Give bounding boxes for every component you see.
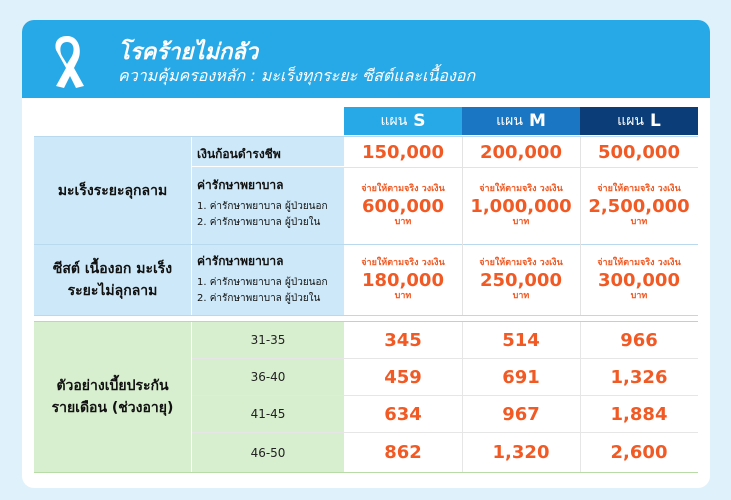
divider xyxy=(192,166,344,167)
divider xyxy=(580,137,581,315)
unit-label: บาท xyxy=(630,217,648,227)
premium-label-line1: ตัวอย่างเบี้ยประกัน xyxy=(56,378,169,394)
divider xyxy=(580,322,581,472)
limit-value: 2,500,000 xyxy=(588,196,690,217)
section1-label: มะเร็งระยะลุกลาม xyxy=(34,137,192,244)
limit-value: 180,000 xyxy=(362,270,444,291)
plan-code: S xyxy=(413,111,426,131)
limit-value: 600,000 xyxy=(362,196,444,217)
premium-label xyxy=(34,322,192,472)
divider xyxy=(192,358,698,359)
limit-note: จ่ายให้ตามจริง วงเงิน xyxy=(597,258,681,268)
plan-l-header xyxy=(580,107,698,135)
section1-medical-label xyxy=(197,176,342,231)
page-subtitle: ความคุ้มครองหลัก : มะเร็งทุกระยะ ซีสต์และเนื้องอก xyxy=(118,66,476,85)
lump-sum-label xyxy=(197,145,342,168)
lump-sum-value-m: 200,000 xyxy=(480,141,562,163)
medical-title: ค่ารักษาพยาบาล xyxy=(197,254,284,268)
plan-prefix: แผน xyxy=(380,113,408,129)
unit-label: บาท xyxy=(394,291,412,301)
coverage-card xyxy=(22,20,710,488)
section1-medical-l xyxy=(580,168,698,244)
medical-item-inpatient: 2. ค่ารักษาพยาบาล ผู้ป่วยใน xyxy=(197,217,321,228)
section2-label-line1: ซีสต์ เนื้องอก มะเร็ง xyxy=(52,261,173,277)
plan-m-header xyxy=(462,107,580,135)
medical-item-inpatient: 2. ค่ารักษาพยาบาล ผู้ป่วยใน xyxy=(197,293,321,304)
header-banner xyxy=(22,20,710,98)
section2-medical-label xyxy=(197,252,342,307)
limit-value: 1,000,000 xyxy=(470,196,572,217)
section1-medical-m xyxy=(462,168,580,244)
section2-medical-m xyxy=(462,245,580,315)
section2-label xyxy=(34,245,192,315)
divider xyxy=(34,321,698,322)
premium-value-l: 966 xyxy=(620,329,658,351)
unit-label: บาท xyxy=(512,291,530,301)
divider xyxy=(34,244,698,245)
premium-value-l: 1,326 xyxy=(610,366,668,388)
divider xyxy=(34,315,698,316)
plan-s-header xyxy=(344,107,462,135)
divider xyxy=(462,137,463,315)
premium-value-s: 459 xyxy=(384,366,422,388)
plan-prefix: แผน xyxy=(617,113,644,129)
premium-value-m: 691 xyxy=(502,366,540,388)
divider xyxy=(192,395,698,396)
lump-sum-value-l: 500,000 xyxy=(598,141,680,163)
section2-medical-l xyxy=(580,245,698,315)
age-range: 31-35 xyxy=(250,333,286,347)
plan-code: M xyxy=(528,111,546,131)
divider xyxy=(462,322,463,472)
medical-item-outpatient: 1. ค่ารักษาพยาบาล ผู้ป่วยนอก xyxy=(197,201,328,212)
divider xyxy=(192,432,698,433)
medical-item-outpatient: 1. ค่ารักษาพยาบาล ผู้ป่วยนอก xyxy=(197,277,328,288)
limit-note: จ่ายให้ตามจริง วงเงิน xyxy=(479,184,563,194)
limit-note: จ่ายให้ตามจริง วงเงิน xyxy=(361,184,445,194)
age-range: 36-40 xyxy=(250,370,286,384)
lump-sum-title: เงินก้อนดำรงชีพ xyxy=(197,147,281,161)
premium-value-m: 967 xyxy=(502,403,540,425)
awareness-ribbon-icon xyxy=(44,32,90,90)
limit-note: จ่ายให้ตามจริง วงเงิน xyxy=(479,258,563,268)
age-range: 46-50 xyxy=(250,445,286,460)
divider xyxy=(344,167,698,168)
page-title: โรคร้ายไม่กลัว xyxy=(118,40,259,65)
unit-label: บาท xyxy=(630,291,648,301)
limit-note: จ่ายให้ตามจริง วงเงิน xyxy=(361,258,445,268)
premium-value-m: 514 xyxy=(502,329,540,351)
plan-prefix: แผน xyxy=(496,113,523,129)
premium-label-line2: รายเดือน (ช่วงอายุ) xyxy=(51,400,174,416)
age-range: 41-45 xyxy=(250,407,286,421)
medical-title: ค่ารักษาพยาบาล xyxy=(197,178,284,192)
plan-code: L xyxy=(649,111,661,131)
section2-medical-s xyxy=(344,245,462,315)
premium-value-s: 345 xyxy=(384,329,422,351)
limit-value: 250,000 xyxy=(480,270,562,291)
unit-label: บาท xyxy=(512,217,530,227)
lump-sum-value-s: 150,000 xyxy=(362,141,444,163)
section2-label-line2: ระยะไม่ลุกลาม xyxy=(67,283,158,299)
premium-value-s: 634 xyxy=(384,403,422,425)
limit-value: 300,000 xyxy=(598,270,680,291)
unit-label: บาท xyxy=(394,217,412,227)
premium-value-s: 862 xyxy=(384,442,422,463)
section1-medical-s xyxy=(344,168,462,244)
divider xyxy=(34,472,698,473)
premium-value-l: 1,884 xyxy=(610,403,668,425)
limit-note: จ่ายให้ตามจริง วงเงิน xyxy=(597,184,681,194)
premium-value-m: 1,320 xyxy=(492,442,550,463)
premium-value-l: 2,600 xyxy=(610,442,668,463)
divider xyxy=(34,136,698,137)
